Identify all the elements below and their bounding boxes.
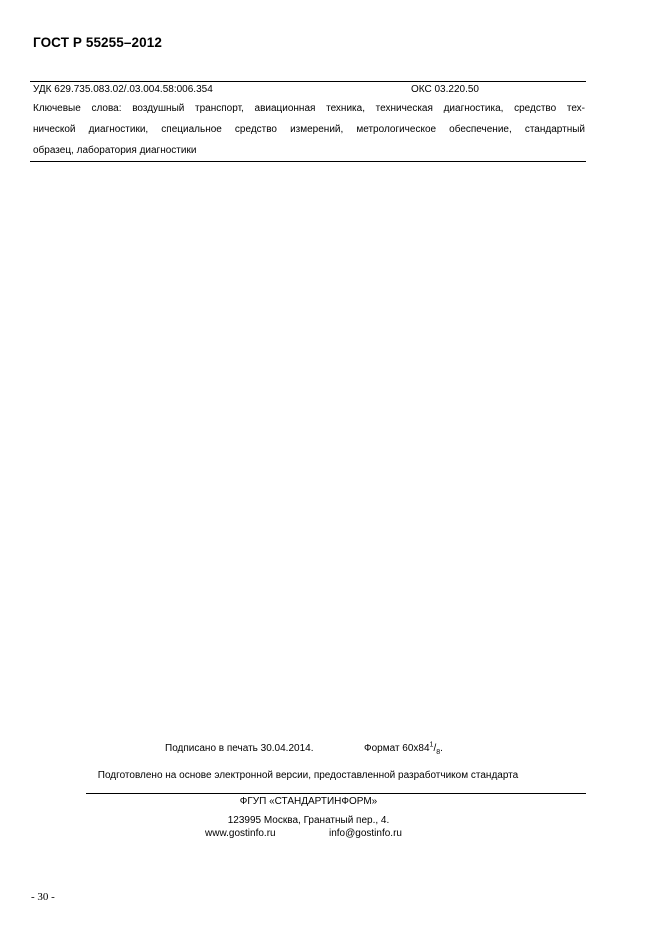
signed-for-print: Подписано в печать 30.04.2014.	[165, 743, 314, 754]
print-format-numerator: 1	[429, 741, 434, 749]
print-format: Формат $60х84^1/_8$.	[364, 741, 443, 756]
print-format-tail: .	[440, 743, 443, 754]
print-format-denominator: 8	[436, 749, 441, 756]
publisher-email-link[interactable]: info@gostinfo.ru	[329, 828, 402, 839]
publisher-website-link[interactable]: www.gostinfo.ru	[205, 828, 276, 839]
document-header-title: ГОСТ Р 55255–2012	[33, 35, 162, 50]
keywords-line-1: Ключевые слова: воздушный транспорт, авиационная техника, техническая диагностика, средство тех-	[33, 103, 585, 114]
print-format-label: Формат 60х84	[364, 743, 430, 754]
keywords-bottom-rule	[30, 161, 586, 162]
top-rule	[30, 81, 586, 82]
page-number: - 30 -	[31, 891, 55, 903]
prepared-note: Подготовлено на основе электронной версии, предоставленной разработчиком стандарта	[97, 770, 519, 781]
udk-code: УДК 629.735.083.02/.03.004.58:006.354	[33, 84, 213, 95]
publisher-name: ФГУП «СТАНДАРТИНФОРМ»	[239, 796, 378, 807]
oks-code: ОКС 03.220.50	[411, 84, 479, 95]
keywords-line-3: образец, лаборатория диагностики	[33, 145, 197, 156]
publisher-rule	[86, 793, 586, 794]
publisher-address: 123995 Москва, Гранатный пер., 4.	[227, 815, 390, 826]
keywords-line-2: нической диагностики, специальное средство измерений, метрологическое обеспечение, стандартный	[33, 124, 585, 135]
